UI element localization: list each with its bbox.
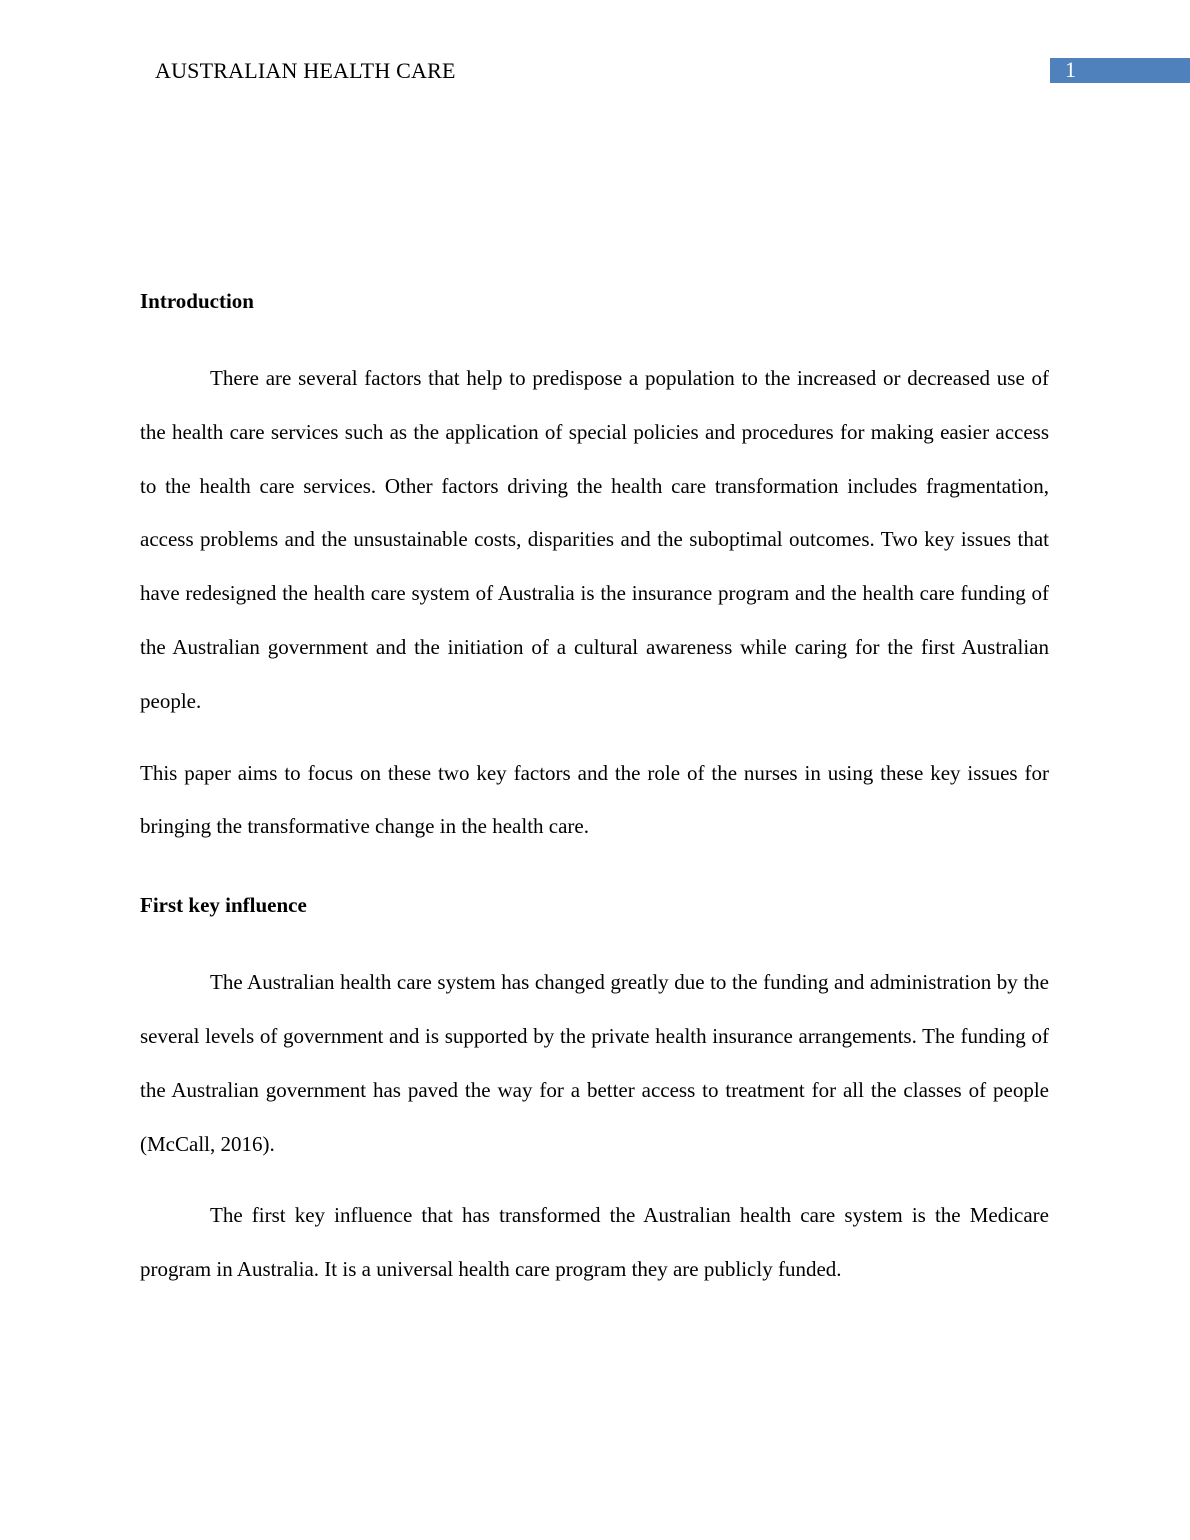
- section-heading-introduction: Introduction: [140, 289, 254, 313]
- first-key-influence-paragraph-2: The first key influence that has transformed the Australian health care system is the Medicare program in Australia. It is a universal health care program they are publicly funded.: [140, 1203, 1049, 1282]
- introduction-paragraph-2: This paper aims to focus on these two key factors and the role of the nurses in using these key issues for bringing the transformative change in the health care.: [140, 760, 1049, 839]
- introduction-paragraph-1: There are several factors that help to predispose a population to the increased or decreased use of the health care services such as the application of special policies and procedures for making easier access to the health care services. Other factors driving the health care transformation includes fragmentation, access problems and the unsustainable costs, disparities and the suboptimal outcomes. Two key issues that have redesigned the health care system of Australia is the insurance program and the health care funding of the Australian government and the initiation of a cultural awareness while caring for the first Australian people.: [140, 366, 1049, 713]
- page-number-box: [1050, 58, 1190, 83]
- running-head: AUSTRALIAN HEALTH CARE: [155, 58, 456, 83]
- section-heading-first-key-influence: First key influence: [140, 893, 307, 918]
- first-key-influence-paragraph-1: The Australian health care system has changed greatly due to the funding and administration by the several levels of government and is supported by the private health insurance arrangements. The funding of the Australian government has paved the way for a better access to treatment for all the classes of people (McCall, 2016).: [140, 970, 1049, 1156]
- document-body: [140, 280, 1049, 1297]
- page-number: 1: [1065, 57, 1076, 82]
